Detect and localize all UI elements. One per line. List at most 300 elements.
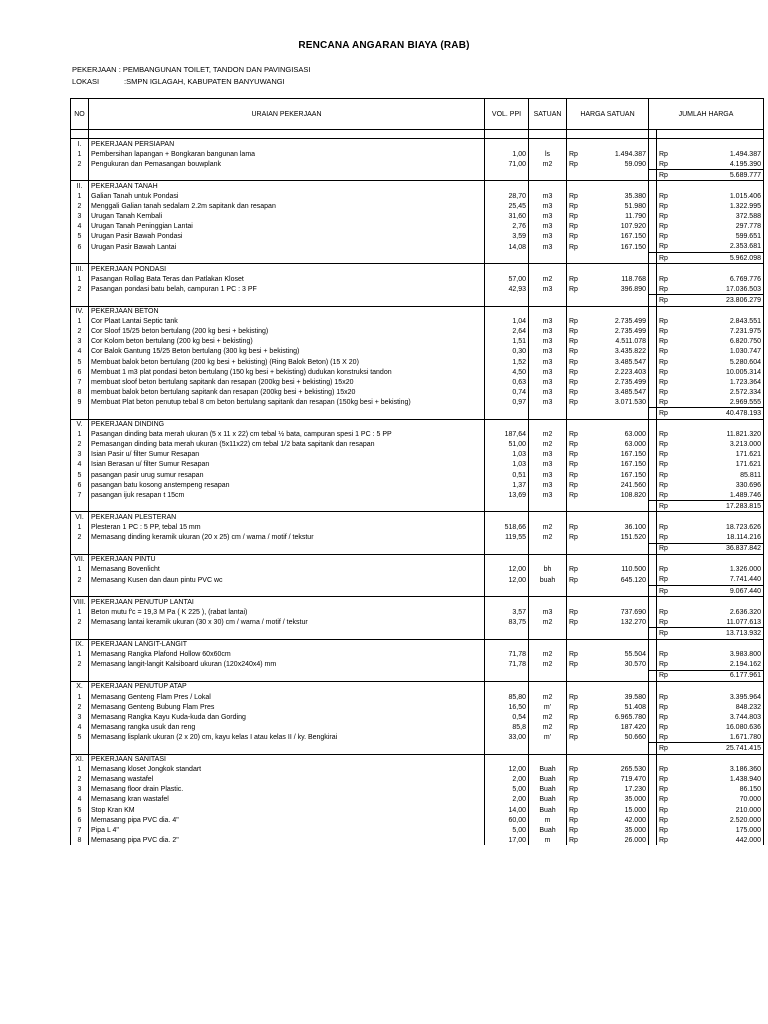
section-subtotal [657, 501, 764, 512]
currency-label: Rp [659, 358, 668, 366]
currency-label: Rp [659, 213, 668, 221]
item-price [567, 460, 649, 470]
empty-cell [649, 181, 657, 192]
empty-cell [657, 754, 764, 765]
item-unit: m2 [529, 159, 567, 170]
currency-label: Rp [659, 766, 668, 774]
table-row [71, 785, 764, 795]
price-value: 167.150 [620, 451, 646, 459]
empty-cell [649, 628, 657, 639]
table-row [71, 440, 764, 450]
price-value: 6.965.780 [614, 713, 646, 721]
subtotal-row [71, 586, 764, 597]
table-row [71, 367, 764, 377]
item-unit: buah [529, 575, 567, 586]
currency-label: Rp [659, 733, 668, 741]
empty-cell [649, 170, 657, 181]
item-number: 1 [71, 650, 89, 660]
section-title: PEKERJAAN LANGIT-LANGIT [89, 639, 485, 650]
currency-label: Rp [569, 796, 578, 804]
empty-cell [567, 130, 649, 139]
empty-cell [567, 419, 649, 430]
subtotal-row [71, 501, 764, 512]
currency-label: Rp [659, 398, 668, 406]
currency-label: Rp [659, 378, 668, 386]
item-number: 1 [71, 317, 89, 327]
currency-label: Rp [569, 213, 578, 221]
empty-cell [567, 597, 649, 608]
item-unit: Buah [529, 795, 567, 805]
empty-cell [529, 586, 567, 597]
pekerjaan-value: : PEMBANGUNAN TOILET, TANDON DAN PAVINGISASI [118, 65, 311, 74]
item-price [567, 357, 649, 367]
empty-cell [567, 170, 649, 181]
item-total [657, 722, 764, 732]
empty-cell [529, 253, 567, 264]
item-description: pasangan ijuk resapan t 15cm [89, 490, 485, 501]
total-value: 16.080.636 [725, 723, 761, 731]
currency-label: Rp [569, 703, 578, 711]
table-row [71, 191, 764, 201]
price-value: 1.494.387 [614, 150, 646, 158]
currency-label: Rp [569, 431, 578, 439]
currency-label: Rp [659, 328, 668, 336]
item-volume: 2,00 [485, 775, 529, 785]
empty-cell [649, 639, 657, 650]
empty-cell [567, 754, 649, 765]
section-subtotal [657, 543, 764, 554]
empty-cell [649, 501, 657, 512]
item-volume: 0,97 [485, 397, 529, 408]
item-price [567, 617, 649, 628]
section-number: IX. [71, 639, 89, 650]
empty-cell [71, 670, 89, 681]
empty-cell [71, 130, 89, 139]
table-header-row [71, 99, 764, 130]
subtotal-value: 40.478.193 [725, 409, 761, 417]
item-total [657, 212, 764, 222]
currency-label: Rp [569, 836, 578, 844]
empty-cell [529, 306, 567, 317]
empty-cell [485, 264, 529, 275]
table-row [71, 533, 764, 544]
item-description: Pasangan Rollag Bata Teras dan Patlakan Kloset [89, 274, 485, 284]
item-price [567, 450, 649, 460]
item-volume: 1,52 [485, 357, 529, 367]
item-total [657, 732, 764, 743]
total-value: 1.322.995 [729, 203, 761, 211]
empty-cell [485, 139, 529, 150]
currency-label: Rp [569, 348, 578, 356]
item-description: Memasang pipa PVC dia. 2" [89, 835, 485, 845]
item-total [657, 825, 764, 835]
subtotal-row [71, 295, 764, 306]
table-row [71, 805, 764, 815]
item-unit: m3 [529, 232, 567, 242]
item-unit: m2 [529, 533, 567, 544]
item-description: Plesteran 1 PC : 5 PP, tebal 15 mm [89, 522, 485, 532]
item-volume: 12,00 [485, 575, 529, 586]
empty-cell [649, 815, 657, 825]
empty-cell [485, 670, 529, 681]
item-total [657, 377, 764, 387]
item-volume: 60,00 [485, 815, 529, 825]
empty-cell [649, 408, 657, 419]
currency-label: Rp [569, 193, 578, 201]
empty-cell [485, 554, 529, 565]
currency-label: Rp [569, 203, 578, 211]
item-volume: 71,78 [485, 650, 529, 660]
empty-cell [649, 754, 657, 765]
price-value: 167.150 [620, 243, 646, 251]
price-value: 42.000 [624, 816, 646, 824]
currency-label: Rp [569, 481, 578, 489]
empty-cell [649, 702, 657, 712]
item-total [657, 480, 764, 490]
item-description: pasangan batu kosong anstempeng resapan [89, 480, 485, 490]
empty-cell [649, 533, 657, 544]
item-number: 9 [71, 397, 89, 408]
price-value: 3.485.547 [614, 358, 646, 366]
price-value: 35.380 [624, 193, 646, 201]
empty-cell [657, 554, 764, 565]
item-price [567, 732, 649, 743]
empty-cell [567, 181, 649, 192]
total-value: 1.015.406 [729, 193, 761, 201]
item-total [657, 450, 764, 460]
item-unit: m3 [529, 387, 567, 397]
item-volume: 71,78 [485, 660, 529, 671]
section-number: II. [71, 181, 89, 192]
total-value: 7.741.440 [729, 576, 761, 584]
header-uraian: URAIAN PEKERJAAN [89, 99, 485, 130]
item-volume: 12,00 [485, 565, 529, 575]
subtotal-row [71, 170, 764, 181]
item-unit: m3 [529, 284, 567, 295]
section-subtotal [657, 295, 764, 306]
subtotal-row [71, 743, 764, 754]
item-unit: m [529, 835, 567, 845]
price-value: 35.000 [624, 796, 646, 804]
item-volume: 2,64 [485, 327, 529, 337]
total-value: 2.843.551 [729, 318, 761, 326]
empty-cell [485, 639, 529, 650]
currency-label: Rp [659, 254, 668, 262]
section-row [71, 639, 764, 650]
item-volume: 13,69 [485, 490, 529, 501]
empty-cell [649, 681, 657, 692]
item-number: 2 [71, 775, 89, 785]
empty-cell [649, 522, 657, 532]
item-unit: m3 [529, 202, 567, 212]
empty-cell [649, 284, 657, 295]
empty-cell [485, 628, 529, 639]
table-row [71, 202, 764, 212]
item-volume: 1,51 [485, 337, 529, 347]
empty-cell [529, 743, 567, 754]
item-unit: m3 [529, 470, 567, 480]
total-value: 1.326.000 [729, 566, 761, 574]
lokasi-line [72, 76, 310, 88]
empty-cell [649, 775, 657, 785]
empty-cell [649, 732, 657, 743]
item-price [567, 480, 649, 490]
item-number: 5 [71, 357, 89, 367]
empty-cell [649, 490, 657, 501]
item-description: Membuat Plat beton penutup tebal 8 cm beton bertulang sapitank dan resapan (150kg besi + bekisting) [89, 397, 485, 408]
item-volume: 28,70 [485, 191, 529, 201]
item-price [567, 377, 649, 387]
item-total [657, 815, 764, 825]
table-row [71, 274, 764, 284]
section-row [71, 554, 764, 565]
table-row [71, 159, 764, 170]
empty-cell [567, 639, 649, 650]
item-total [657, 785, 764, 795]
currency-label: Rp [659, 471, 668, 479]
item-price [567, 702, 649, 712]
empty-cell [649, 670, 657, 681]
item-total [657, 440, 764, 450]
item-volume: 0,63 [485, 377, 529, 387]
item-price [567, 222, 649, 232]
item-description: Beton mutu f'c = 19,3 M Pa ( K 225 ), (rabat lantai) [89, 607, 485, 617]
section-title: PEKERJAAN DINDING [89, 419, 485, 430]
empty-cell [649, 306, 657, 317]
item-price [567, 785, 649, 795]
header-vol: VOL. PPI [485, 99, 529, 130]
price-value: 396.890 [620, 286, 646, 294]
item-unit: m3 [529, 460, 567, 470]
empty-cell [649, 367, 657, 377]
table-row [71, 387, 764, 397]
item-total [657, 835, 764, 845]
total-value: 10.005.314 [725, 368, 761, 376]
item-unit: m2 [529, 650, 567, 660]
item-price [567, 347, 649, 357]
empty-cell [649, 617, 657, 628]
currency-label: Rp [659, 388, 668, 396]
empty-cell [567, 743, 649, 754]
item-volume: 31,60 [485, 212, 529, 222]
item-price [567, 835, 649, 845]
empty-cell [567, 554, 649, 565]
item-number: 1 [71, 191, 89, 201]
empty-cell [649, 222, 657, 232]
empty-cell [649, 565, 657, 575]
currency-label: Rp [659, 618, 668, 626]
item-unit: Buah [529, 825, 567, 835]
currency-label: Rp [569, 368, 578, 376]
item-price [567, 775, 649, 785]
item-number: 5 [71, 232, 89, 242]
table-row [71, 825, 764, 835]
item-volume: 187,64 [485, 430, 529, 440]
item-unit: m3 [529, 397, 567, 408]
lokasi-label: LOKASI [72, 77, 100, 86]
item-volume: 5,00 [485, 825, 529, 835]
subtotal-value: 6.177.961 [729, 672, 761, 680]
empty-cell [649, 430, 657, 440]
currency-label: Rp [659, 368, 668, 376]
item-volume: 4,50 [485, 367, 529, 377]
item-number: 7 [71, 490, 89, 501]
currency-label: Rp [659, 576, 668, 584]
item-volume: 2,00 [485, 795, 529, 805]
item-total [657, 159, 764, 170]
item-volume: 0,51 [485, 470, 529, 480]
currency-label: Rp [659, 502, 668, 510]
price-value: 15.000 [624, 806, 646, 814]
item-price [567, 650, 649, 660]
currency-label: Rp [569, 243, 578, 251]
section-subtotal [657, 586, 764, 597]
empty-cell [649, 722, 657, 732]
item-unit: m3 [529, 367, 567, 377]
currency-label: Rp [569, 150, 578, 158]
item-unit: m3 [529, 242, 567, 253]
empty-cell [89, 670, 485, 681]
empty-cell [649, 139, 657, 150]
table-row [71, 650, 764, 660]
table-row [71, 377, 764, 387]
item-number: 7 [71, 377, 89, 387]
currency-label: Rp [569, 651, 578, 659]
currency-label: Rp [659, 713, 668, 721]
item-description: Pasangan pondasi batu belah, campuran 1 PC : 3 PF [89, 284, 485, 295]
section-number: III. [71, 264, 89, 275]
currency-label: Rp [569, 608, 578, 616]
item-description: Cor Balok Gantung 15/25 Beton bertulang (300 kg besi + bekisting) [89, 347, 485, 357]
price-value: 241.560 [620, 481, 646, 489]
item-total [657, 617, 764, 628]
empty-cell [649, 835, 657, 845]
item-price [567, 660, 649, 671]
section-number: VIII. [71, 597, 89, 608]
item-description: Isian Berasan u/ filter Sumur Resapan [89, 460, 485, 470]
rab-table [70, 98, 764, 845]
currency-label: Rp [569, 534, 578, 542]
item-unit: m2 [529, 712, 567, 722]
total-value: 6.820.750 [729, 338, 761, 346]
subtotal-row [71, 628, 764, 639]
empty-cell [649, 264, 657, 275]
item-volume: 83,75 [485, 617, 529, 628]
currency-label: Rp [569, 451, 578, 459]
item-description: membuat balok beton bertulang sapitank dan resapan (200kg besi + bekisting) 15x20 [89, 387, 485, 397]
price-value: 132.270 [620, 619, 646, 627]
table-row [71, 397, 764, 408]
item-total [657, 149, 764, 159]
currency-label: Rp [569, 328, 578, 336]
item-total [657, 533, 764, 544]
table-row [71, 490, 764, 501]
item-total [657, 522, 764, 532]
item-description: Memasang lisplank ukuran (2 x 20) cm, kayu kelas I atau kelas II / ky. Bengkirai [89, 732, 485, 743]
item-total [657, 460, 764, 470]
item-description: Memasang lantai keramik ukuran (30 x 30) cm / warna / motif / tekstur [89, 617, 485, 628]
currency-label: Rp [569, 441, 578, 449]
empty-cell [649, 450, 657, 460]
section-title: PEKERJAAN SANITASI [89, 754, 485, 765]
item-volume: 57,00 [485, 274, 529, 284]
item-description: membuat sloof beton bertulang sapitank dan resapan (200kg besi + bekisting) 15x20 [89, 377, 485, 387]
item-number: 4 [71, 347, 89, 357]
empty-cell [529, 543, 567, 554]
item-description: Memasang rangka usuk dan reng [89, 722, 485, 732]
empty-cell [529, 597, 567, 608]
item-description: Memasang Rangka Kayu Kuda-kuda dan Gording [89, 712, 485, 722]
item-volume: 518,66 [485, 522, 529, 532]
table-row [71, 765, 764, 775]
empty-cell [657, 130, 764, 139]
currency-label: Rp [659, 796, 668, 804]
item-description: Pembersihan lapangan + Bongkaran bangunan lama [89, 149, 485, 159]
empty-cell [71, 743, 89, 754]
item-total [657, 191, 764, 201]
empty-cell [567, 628, 649, 639]
item-description: Pasangan dinding bata merah ukuran (5 x 11 x 22) cm tebal ½ bata, campuran spesi 1 PC : 5 PP [89, 430, 485, 440]
total-value: 171.621 [735, 451, 761, 459]
price-value: 3.435.822 [614, 348, 646, 356]
item-description: Pengukuran dan Pemasangan bouwplank [89, 159, 485, 170]
price-value: 110.500 [621, 566, 646, 574]
item-price [567, 533, 649, 544]
item-unit: m2 [529, 430, 567, 440]
section-title: PEKERJAAN PINTU [89, 554, 485, 565]
item-number: 4 [71, 722, 89, 732]
table-row [71, 430, 764, 440]
header-harga: HARGA SATUAN [567, 99, 649, 130]
currency-label: Rp [659, 243, 668, 251]
item-total [657, 357, 764, 367]
item-price [567, 490, 649, 501]
price-value: 645.120 [620, 576, 646, 584]
total-value: 2.572.334 [729, 388, 761, 396]
section-row [71, 681, 764, 692]
empty-cell [71, 586, 89, 597]
item-unit: Buah [529, 805, 567, 815]
currency-label: Rp [659, 776, 668, 784]
empty-cell [567, 408, 649, 419]
item-unit: m3 [529, 222, 567, 232]
currency-label: Rp [659, 171, 668, 179]
item-number: 8 [71, 387, 89, 397]
empty-cell [529, 554, 567, 565]
empty-cell [649, 357, 657, 367]
item-description: Pipa L 4" [89, 825, 485, 835]
item-unit: m2 [529, 274, 567, 284]
currency-label: Rp [569, 223, 578, 231]
subtotal-value: 23.806.279 [725, 296, 761, 304]
empty-cell [529, 170, 567, 181]
item-volume: 33,00 [485, 732, 529, 743]
item-unit: m [529, 815, 567, 825]
price-value: 3.485.547 [614, 388, 646, 396]
currency-label: Rp [659, 296, 668, 304]
empty-cell [567, 264, 649, 275]
empty-cell [657, 264, 764, 275]
table-row [71, 337, 764, 347]
empty-cell [529, 264, 567, 275]
table-row [71, 450, 764, 460]
item-description: Memasang Kusen dan daun pintu PVC wc [89, 575, 485, 586]
item-volume: 12,00 [485, 765, 529, 775]
item-total [657, 692, 764, 702]
currency-label: Rp [659, 160, 668, 168]
price-value: 719.470 [620, 776, 646, 784]
section-row [71, 181, 764, 192]
